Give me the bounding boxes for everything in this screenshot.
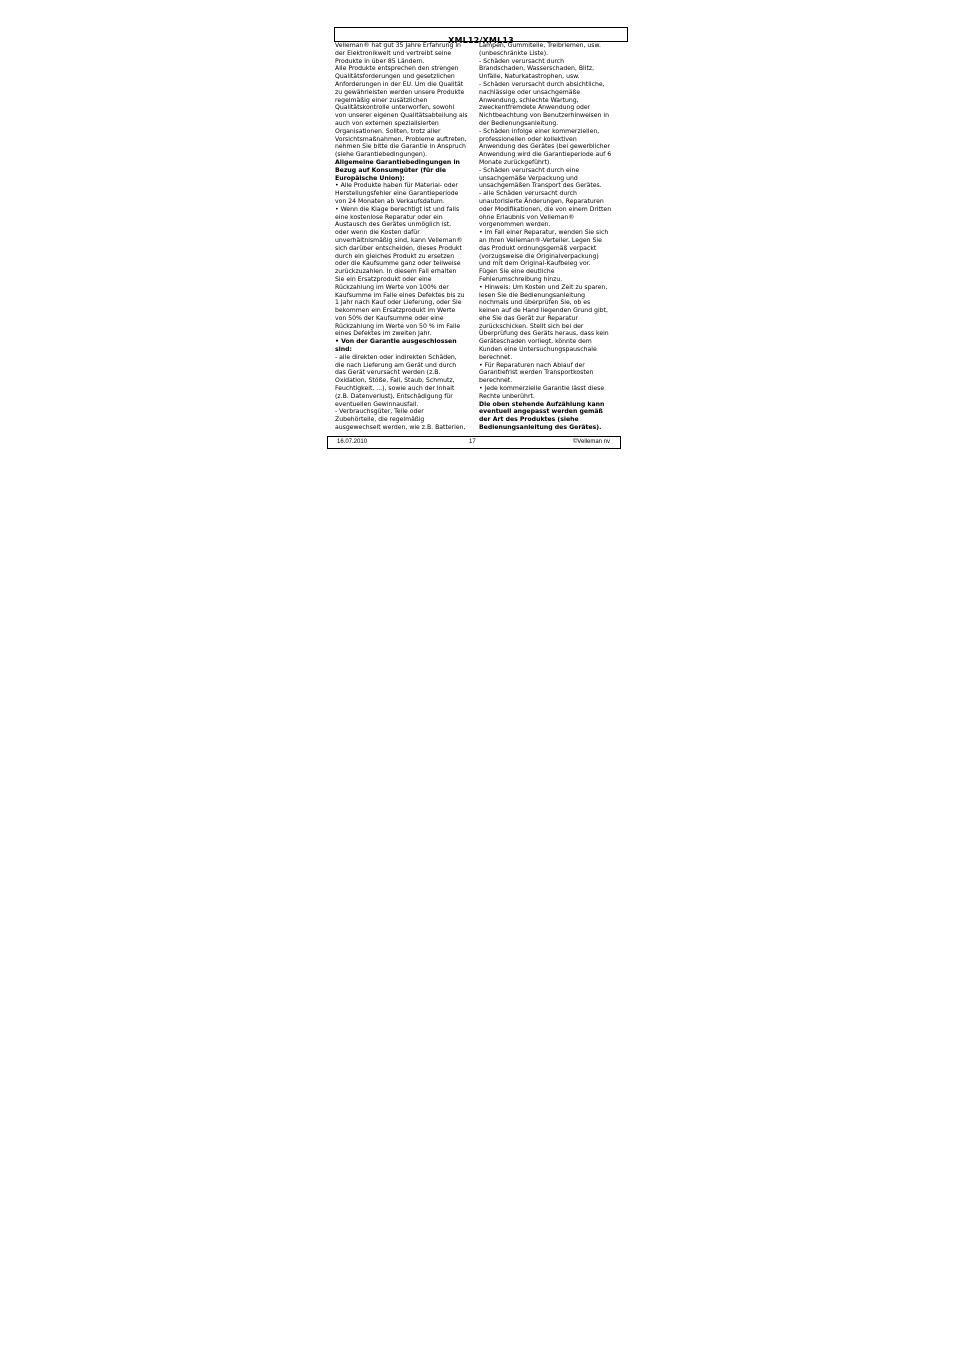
closing-note: Die oben stehende Aufzählung kann eventuell angepasst werden gemäß der Art des Produktes (siehe Bedienungsanleitung des Gerätes). bbox=[479, 400, 605, 432]
exclusions-list-continued: Lampen, Gummiteile, Treibriemen, usw. (unbeschränkte Liste). - Schäden verursacht durch Brandschaden, Wasserschaden, Blitz, Unfälle, Naturkatastrophen, usw. - Schäden verursacht durch absichtliche, nachlässige oder unsachgemäße Anwendung, schlechte Wartung, zweckentfremdete Anwendung oder Nichtbeachtung von Benutzerhinweisen in der Bedienungsanleitung. - Schäden infolge einer kommerziellen, professionellen oder kollektiven Anwendung des Gerätes (bei gewerblicher Anwendung wird die Garantieperiode auf 6 Monate zurückgeführt). - Schäden verursacht durch eine unsachgemäße Verpackung und unsachgemäßen Transport des Gerätes. - alle Schäden verursacht durch unautorisierte Änderungen, Reparaturen oder Modifikationen, die von einem Dritten ohne Erlaubnis von Velleman® vorgenommen werden. • Im Fall einer Reparatur, wenden Sie sich an Ihren Velleman®-Verteiler. Legen Sie das Produkt ordnungsgemäß verpackt (vorzugsweise die Originalverpackung) und mit dem Original-Kaufbeleg vor. Fügen Sie eine deutliche Fehlerumschreibung hinzu. • Hinweis: Um Kosten und Zeit zu sparen, lesen Sie die Bedienungsanleitung nochmals und überprüfen Sie, ob es keinen auf de Hand liegenden Grund gibt, ehe Sie das Gerät zur Reparatur zurückschicken. Stellt sich bei der Überprüfung des Geräts heraus, dass kein Geräteschaden vorliegt, könnte dem Kunden eine Untersuchungspauschale berechnet. • Für Reparaturen nach Ablauf der Garantiefrist werden Transportkosten berechnet. • Jede kommerzielle Garantie lässt diese Rechte unberührt. bbox=[479, 42, 612, 400]
page-header bbox=[334, 27, 628, 45]
footer-page-number: 17 bbox=[469, 439, 476, 445]
footer-copyright: ©Velleman nv bbox=[572, 439, 610, 445]
header-title: XML12/XML13 bbox=[448, 36, 514, 45]
warranty-heading: Allgemeine Garantiebedingungen in Bezug auf Konsumgüter (für die Europäische Union): bbox=[335, 158, 460, 182]
intro-paragraph: Velleman® hat gut 35 Jahre Erfahrung in der Elektronikwelt und vertreibt seine Produkte in über 85 Ländern. Alle Produkte entsprechen den strengen Qualitätsforderungen und gesetzlichen Anforderungen in der EU. Um die Qualität zu gewährleisten werden unsere Produkte regelmäßig einer zusätzlichen Qualitätskontrolle unterworfen, sowohl von unserer eigenen Qualitätsabteilung als auch von externen spezialisierten Organisationen. Sollten, trotz aller Vorsichtsmaßnahmen, Probleme auftreten, nehmen Sie bitte die Garantie in Anspruch (siehe Garantiebedingungen). bbox=[335, 42, 468, 159]
left-column bbox=[335, 42, 476, 432]
exclusions-heading: • Von der Garantie ausgeschlossen sind: bbox=[335, 338, 457, 354]
footer-date: 16.07.2010 bbox=[337, 439, 368, 445]
exclusions-list-start: - alle direkten oder indirekten Schäden, die nach Lieferung am Gerät und durch das Gerät verursacht werden (z.B. Oxidation, Stöße, Fall, Staub, Schmutz, Feuchtigkeit, ...), sowie auch der Inhalt (z.B. Datenverlust), Entschädigung für eventuellen Gewinnausfall. - Verbrauchsgüter, Teile oder Zubehörteile, die regelmäßig ausgewechselt werden, wie z.B. Batterien, bbox=[335, 353, 466, 432]
warranty-terms: • Alle Produkte haben für Material- oder Herstellungsfehler eine Garantieperiode von 24 Monaten ab Verkaufsdatum. • Wenn die Klage berechtigt ist und falls eine kostenlose Reparatur oder ein Austausch des Gerätes unmöglich ist, oder wenn die Kosten dafür unverhältnismäßig sind, kann Velleman® sich darüber entscheiden, dieses Produkt durch ein gleiches Produkt zu ersetzen oder die Kaufsumme ganz oder teilweise zurückzuzahlen. In diesem Fall erhalten Sie ein Ersatzprodukt oder eine Rückzahlung im Werte von 100% der Kaufsumme im Falle eines Defektes bis zu 1 Jahr nach Kauf oder Lieferung, oder Sie bekommen ein Ersatzprodukt im Werte von 50% der Kaufsumme oder eine Rückzahlung im Werte von 50 % im Falle eines Defektes im zweiten Jahr. bbox=[335, 182, 465, 338]
page-footer bbox=[327, 436, 621, 449]
right-column bbox=[479, 42, 620, 432]
